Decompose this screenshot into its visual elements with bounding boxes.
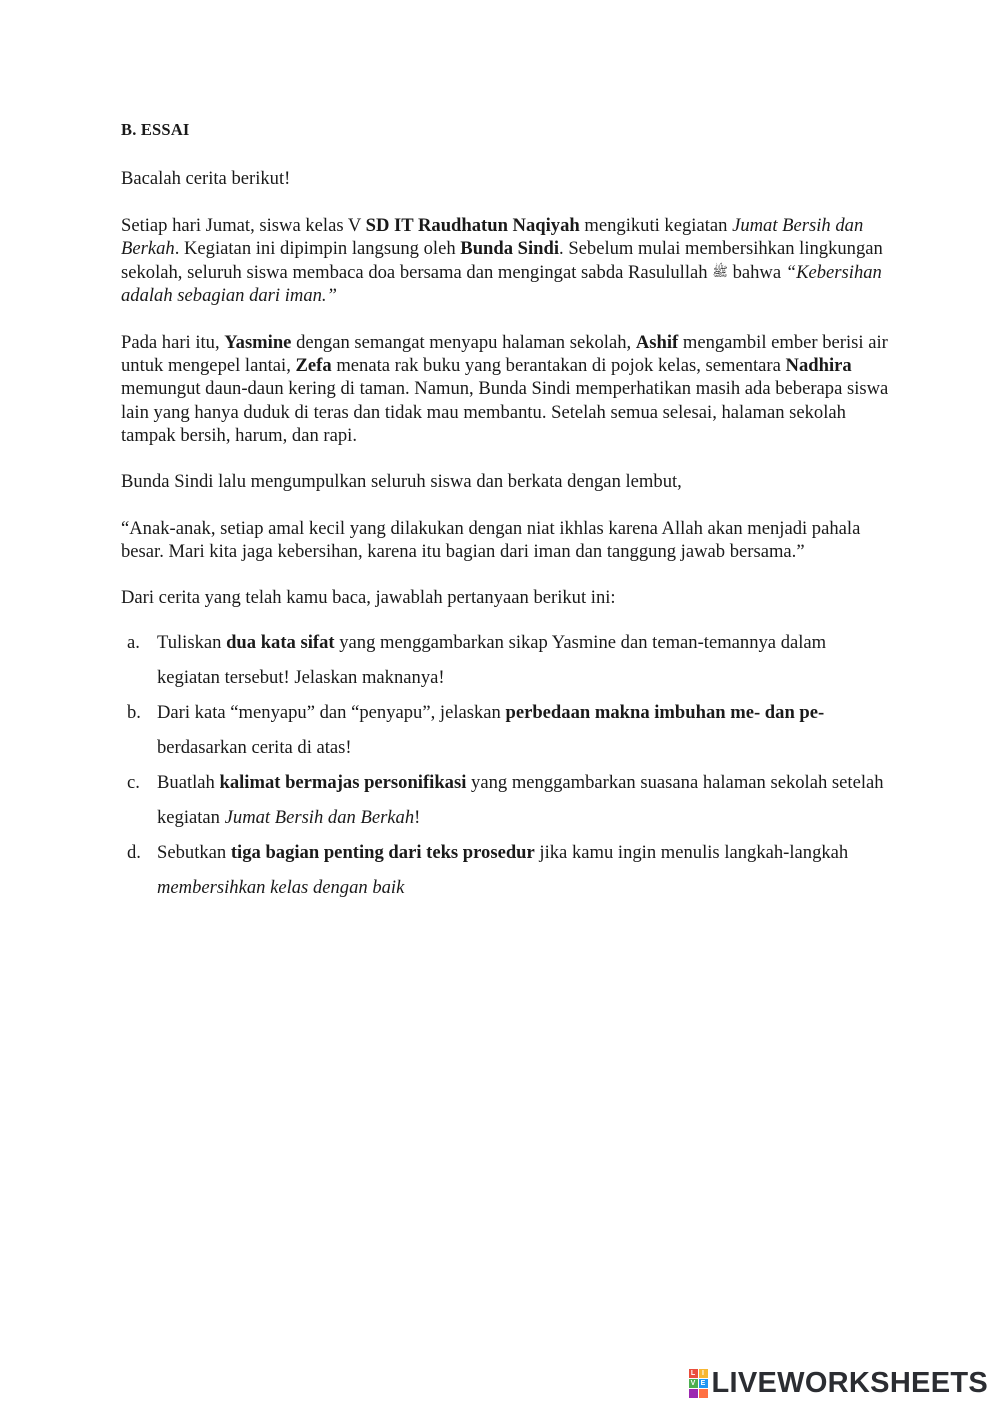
salawat-symbol: ﷺ: [712, 264, 728, 280]
question-b: [121, 695, 891, 765]
school-name: SD IT Raudhatun Naqiyah: [365, 214, 580, 236]
logo-tile: I: [699, 1369, 708, 1378]
emphasis: tiga bagian penting dari teks prosedur: [230, 842, 535, 864]
task-name: membersihkan kelas dengan baik: [157, 877, 405, 899]
text: mengambil ember berisi air untuk mengepel lantai,: [121, 331, 888, 377]
text: !: [414, 807, 421, 829]
question-marker: c.: [127, 772, 140, 794]
emphasis: kalimat bermajas personifikasi: [219, 772, 467, 794]
text: bahwa: [727, 262, 786, 284]
logo-tile: E: [699, 1379, 708, 1388]
emphasis: dua kata sifat: [226, 632, 335, 654]
liveworksheets-logo[interactable]: [689, 1367, 989, 1400]
text: . Sebelum mulai membersihkan lingkungan sekolah, seluruh siswa membaca doa bersama dan mengingat sabda Rasulullah: [121, 237, 883, 284]
text: menata rak buku yang berantakan di pojok kelas, sementara: [331, 355, 786, 377]
story-paragraph-1: [121, 214, 891, 308]
text: Buatlah: [157, 772, 220, 794]
question-marker: b.: [127, 702, 141, 724]
student-name: Ashif: [635, 331, 679, 353]
student-name: Zefa: [295, 355, 332, 377]
student-name: Nadhira: [785, 355, 852, 377]
story-paragraph-2: [121, 331, 891, 447]
question-d: [121, 835, 891, 905]
logo-tile: V: [689, 1379, 698, 1388]
activity-name: Jumat Bersih dan Berkah: [121, 214, 864, 259]
instruction: Bacalah cerita berikut!: [121, 168, 291, 190]
text: . Kegiatan ini dipimpin langsung oleh: [174, 237, 461, 259]
section-title: B. ESSAI: [121, 120, 190, 139]
question-list: [121, 625, 891, 905]
questions-intro: Dari cerita yang telah kamu baca, jawablah pertanyaan berikut ini:: [121, 587, 616, 609]
emphasis: perbedaan makna imbuhan me- dan pe-: [505, 702, 825, 724]
text: Dari kata “menyapu” dan “penyapu”, jelaskan: [157, 702, 506, 724]
text: jika kamu ingin menulis langkah-langkah: [534, 842, 849, 864]
story-paragraph-3: Bunda Sindi lalu mengumpulkan seluruh siswa dan berkata dengan lembut,: [121, 471, 682, 493]
logo-tile: L: [689, 1369, 698, 1378]
text: Sebutkan: [157, 842, 231, 864]
teacher-name: Bunda Sindi: [460, 237, 560, 259]
worksheet-page: [121, 118, 891, 905]
logo-mark-icon: [689, 1369, 708, 1398]
text: mengikuti kegiatan: [579, 214, 733, 236]
text: Setiap hari Jumat, siswa kelas V: [121, 214, 366, 236]
activity-name: Jumat Bersih dan Berkah: [224, 807, 415, 829]
logo-tile: [699, 1389, 708, 1398]
text: Pada hari itu,: [121, 331, 225, 353]
text: memungut daun-daun kering di taman. Namun, Bunda Sindi memperhatikan masih ada beberapa siswa lain yang hanya duduk di teras dan tidak mau membantu. Setelah semua selesai, halaman sekolah tampak bersih, harum, dan rapi.: [121, 378, 889, 446]
logo-text: LIVEWORKSHEETS: [711, 1367, 988, 1399]
hadith-quote: “Kebersihan adalah sebagian dari iman.”: [121, 262, 882, 307]
text: yang menggambarkan suasana halaman sekolah setelah kegiatan: [157, 772, 884, 829]
question-c: [121, 765, 891, 835]
logo-tile: [689, 1389, 698, 1398]
student-name: Yasmine: [224, 331, 292, 353]
text: berdasarkan cerita di atas!: [157, 737, 352, 759]
question-marker: d.: [127, 842, 141, 864]
teacher-speech: “Anak-anak, setiap amal kecil yang dilakukan dengan niat ikhlas karena Allah akan menjadi pahala besar. Mari kita jaga kebersihan, karena itu bagian dari iman dan tanggung jawab bersama.”: [121, 517, 861, 562]
text: Tuliskan: [157, 632, 227, 654]
text: dengan semangat menyapu halaman sekolah,: [291, 331, 636, 353]
text: yang menggambarkan sikap Yasmine dan teman-temannya dalam kegiatan tersebut! Jelaskan maknanya!: [157, 632, 827, 689]
question-marker: a.: [127, 632, 140, 654]
question-a: [121, 625, 891, 695]
